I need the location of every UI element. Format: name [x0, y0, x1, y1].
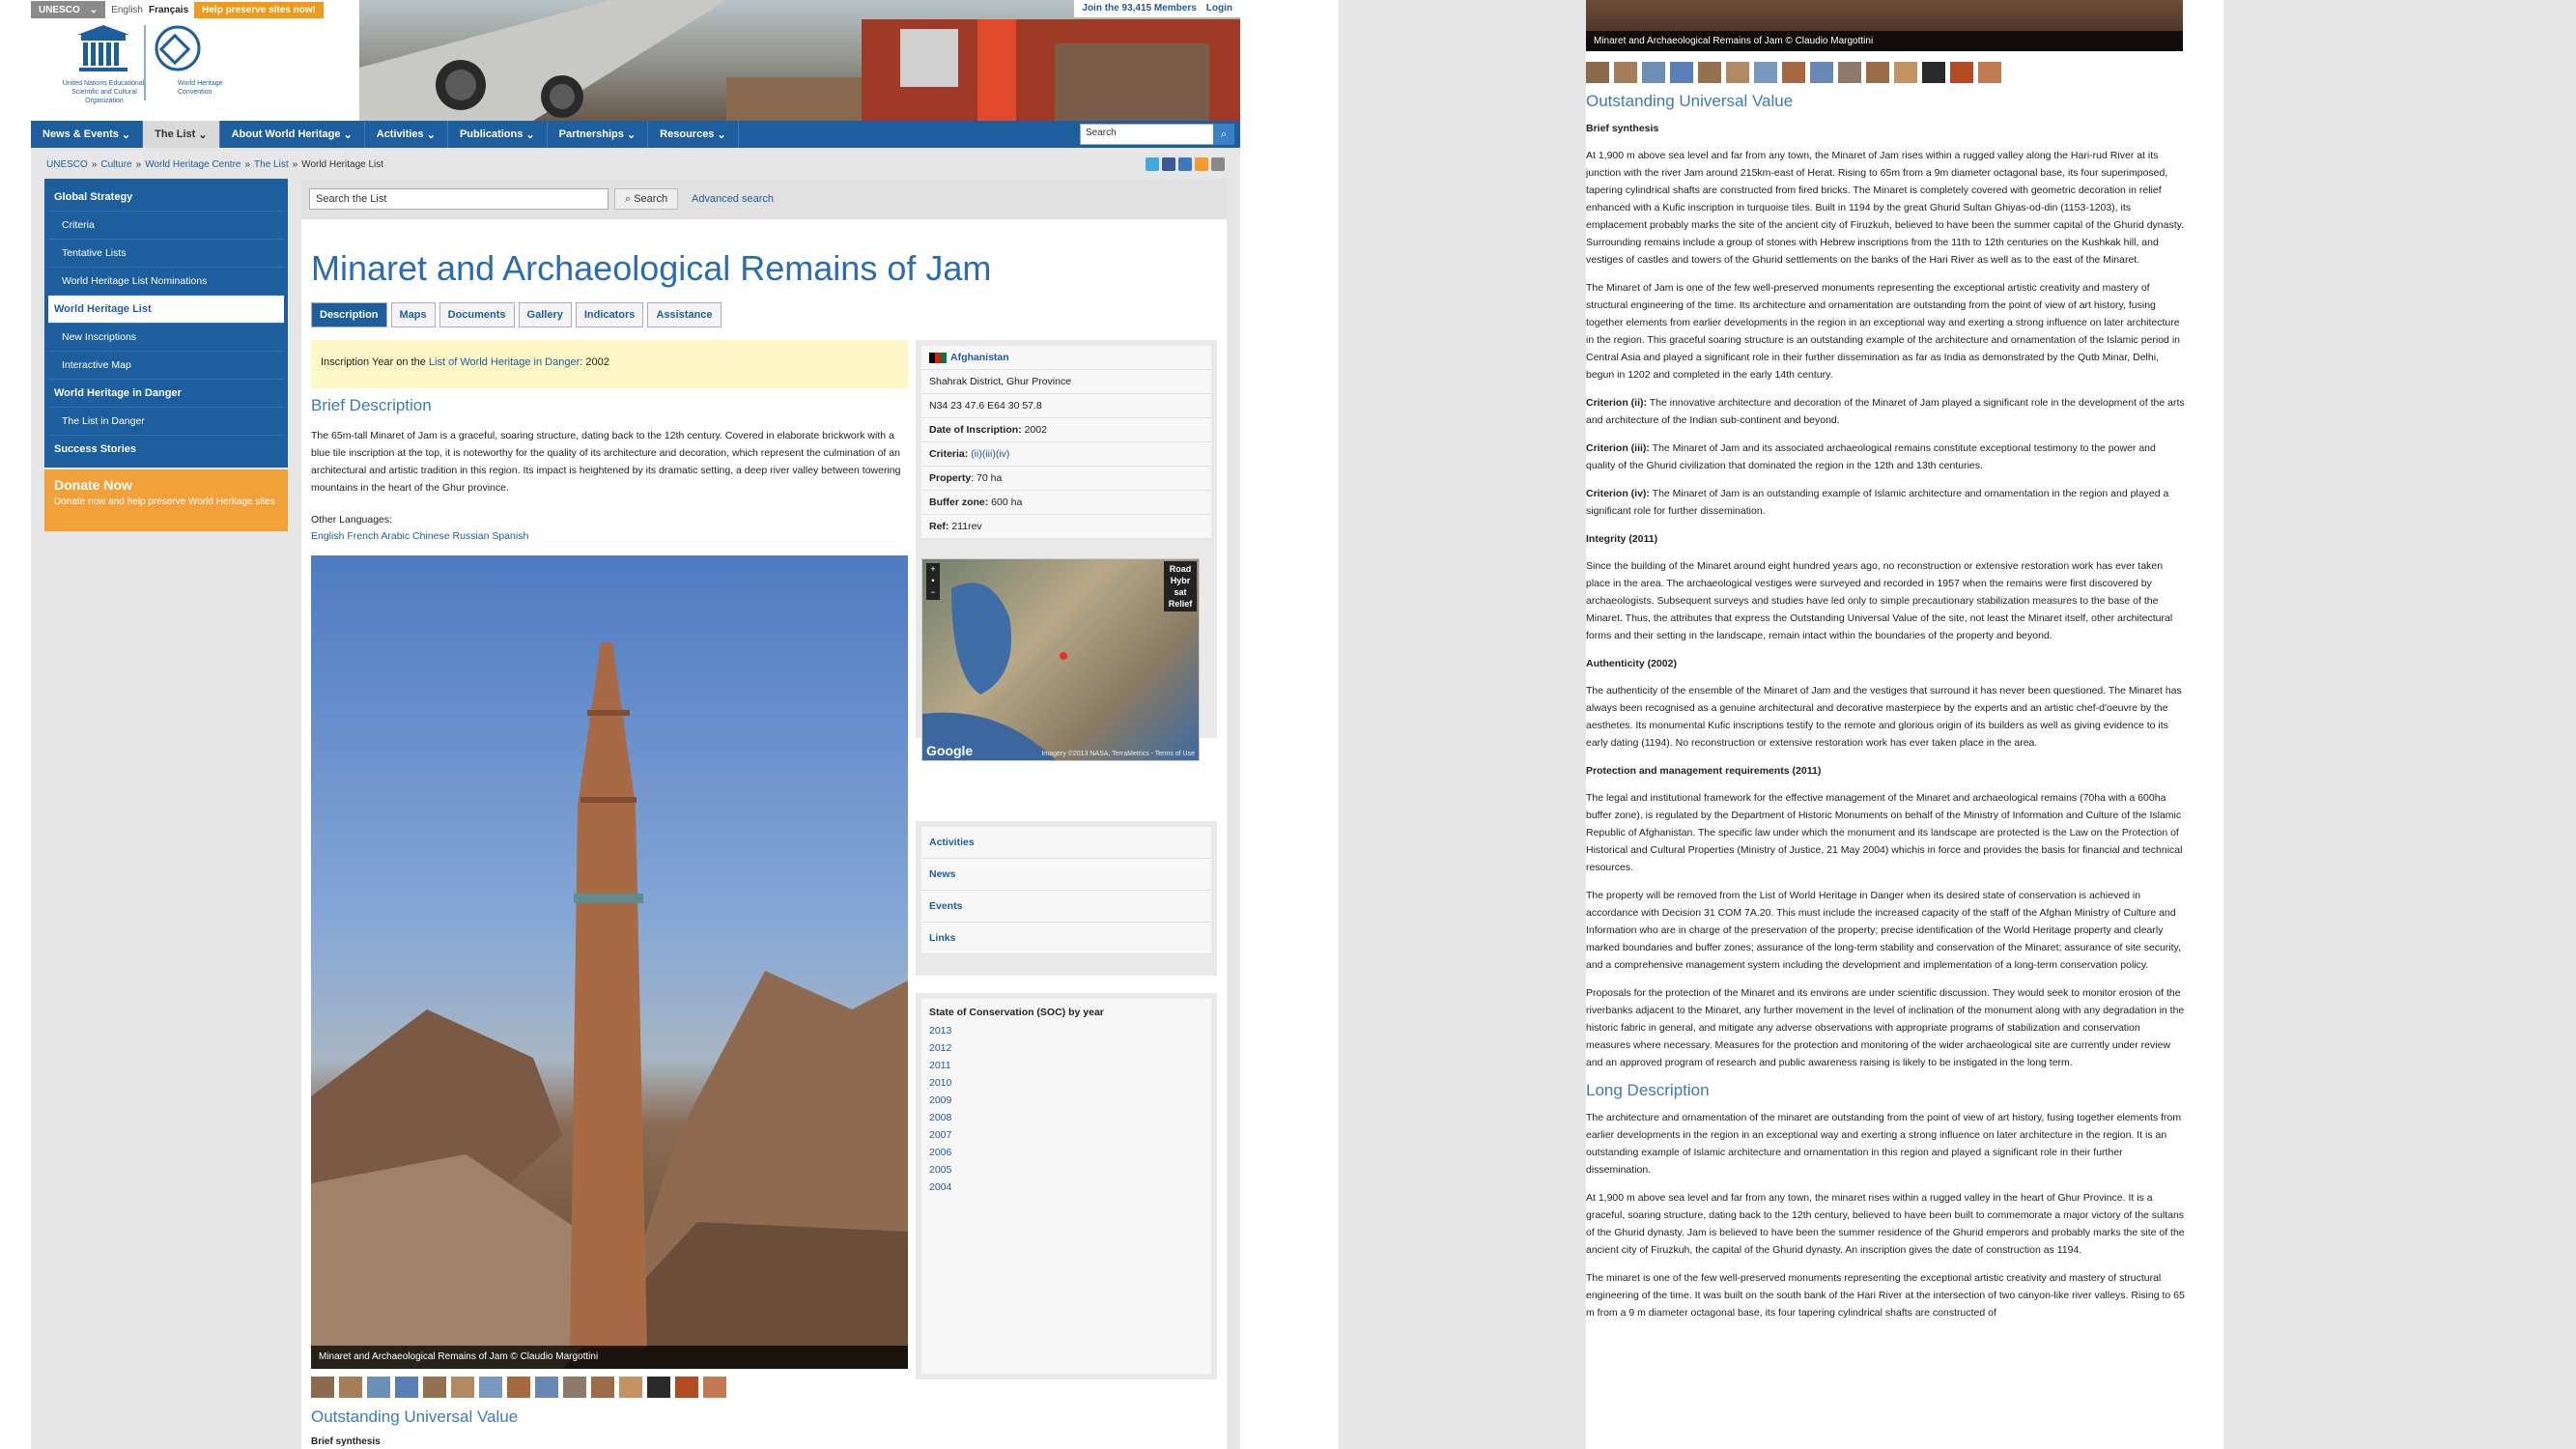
banner-aircraft-illustration [359, 0, 1240, 121]
top-bar [31, 0, 324, 19]
authenticity-heading: Authenticity (2002) [1586, 658, 1677, 669]
synthesis-paragraph: The Minaret of Jam is one of the few well-preserved monuments representing the exceptional artistic creativity and mastery of structural engineering of the time. Its architecture and ornamentation are outstanding from the point of view of art history, fusing together elements from earlier developments in the region in an exceptional way and exerting a strong influence on later architecture in the region. This graceful soaring structure is an outstanding example of the architecture and ornamentation of the Islamic period in Central Asia and played a significant role in their further dissemination as far as India as demonstrated by the Qutb Minar, Delhi, begun in 1202 and completed in the early 14th century. [1586, 282, 2180, 381]
banner-image [359, 0, 1240, 121]
thumbnail[interactable] [1670, 62, 1693, 83]
logo-org-text: United Nations Educational, Scientific and Cultural Organization [62, 80, 147, 104]
right-content [1586, 0, 2223, 1449]
list-search-bar [301, 179, 1227, 219]
thumbnail[interactable] [1698, 62, 1721, 83]
thumbnail[interactable] [1586, 62, 1609, 83]
unesco-logo[interactable] [39, 23, 251, 110]
country-row [921, 346, 1211, 370]
search-icon: ⌕ [625, 193, 635, 205]
site-info-list [921, 346, 1211, 539]
breadcrumb-sep: » [244, 159, 251, 170]
login-link[interactable]: Login [1205, 3, 1232, 14]
soc-year-link[interactable]: 2007 [929, 1129, 952, 1141]
banner [31, 0, 1240, 121]
breadcrumb-sep: » [292, 159, 298, 170]
thumbnail[interactable] [1782, 62, 1805, 83]
long-description-text: The minaret is one of the few well-preserved monuments representing the exceptional artistic creativity and mastery of structural engineering of the time. It was built on the south bank of the Hari River at the intersection of two canyon-like river valleys. Rising to 65 m from a 9 m diameter octagonal base, its four tapering cylindrical shafts are constructed of [1586, 1272, 2185, 1319]
criterion-label: Criterion (ii): [1586, 397, 1647, 409]
tab-documents[interactable]: Documents [439, 302, 515, 327]
soc-list [921, 999, 1211, 1374]
thumbnail[interactable] [507, 1377, 530, 1398]
rss-icon[interactable] [1195, 157, 1208, 171]
nav-the-list[interactable]: The List ⌄ [143, 121, 219, 148]
twitter-icon[interactable] [1146, 157, 1159, 171]
inscription-suffix: : 2002 [580, 356, 609, 368]
nav-label: Publications [459, 128, 524, 140]
nav-resources[interactable]: Resources ⌄ [648, 121, 739, 148]
breadcrumb-item[interactable]: World Heritage Centre [145, 159, 241, 170]
coordinates-row: N34 23 47.6 E64 30 57.8 [921, 394, 1211, 418]
nav-news-events[interactable]: News & Events ⌄ [31, 121, 143, 148]
tab-description[interactable]: Description [311, 302, 387, 327]
print-icon[interactable] [1211, 157, 1225, 171]
thumbnail[interactable] [703, 1377, 726, 1398]
criterion-ii [1586, 394, 2187, 429]
thumbnail[interactable] [1642, 62, 1665, 83]
facebook-icon[interactable] [1162, 157, 1175, 171]
nav-about[interactable]: About World Heritage ⌄ [220, 121, 365, 148]
breadcrumb-sep: » [91, 159, 98, 170]
criterion-iii [1586, 440, 2187, 474]
member-bar [1074, 0, 1240, 17]
thumbnail[interactable] [591, 1377, 614, 1398]
share-icon[interactable] [1178, 157, 1192, 171]
language-french[interactable]: Français [149, 4, 189, 15]
property-value: : 70 ha [971, 472, 1003, 484]
tab-indicators[interactable]: Indicators [576, 302, 644, 327]
thumbnail[interactable] [1838, 62, 1861, 83]
brief-description-text: The 65m-tall Minaret of Jam is a graceful, soaring structure, dating back to the 12th century. Covered in elaborate brickwork with a blue tile inscription at the top, it is noteworthy for the quality of its architecture and decoration, which represent the culmination of an architectural and artistic tradition in this region. Its impact is heightened by its dramatic setting, a deep river valley between towering mountains in the heart of the Ghur province. [311, 430, 901, 494]
ouv-heading: Outstanding Universal Value [311, 1407, 519, 1426]
breadcrumb-item[interactable]: Culture [100, 159, 132, 170]
news-link[interactable]: News [921, 859, 1211, 891]
thumbnail[interactable] [1866, 62, 1889, 83]
brief-description-heading: Brief Description [311, 396, 432, 414]
chevron-down-icon: ⌄ [89, 4, 99, 15]
nav-publications[interactable]: Publications ⌄ [448, 121, 548, 148]
thumbnail[interactable] [1614, 62, 1637, 83]
soc-year-link[interactable]: 2012 [929, 1042, 952, 1054]
photo-thumbnails-right [1586, 62, 2001, 83]
sidebar-item-in-danger[interactable]: World Heritage in Danger [48, 380, 284, 408]
buffer-zone-value: 600 ha [991, 497, 1023, 508]
sidebar-item-new-inscriptions[interactable]: New Inscriptions [48, 324, 284, 352]
long-description-text: At 1,900 m above sea level and far from any town, the minaret rises within a rugged valley in the heart of Ghur Province. It is a graceful, soaring structure, dating back to the 12th century, believed to have been built to commemorate a major victory of the sultans of the Ghurid dynasty. Jam is believed to have been the summer residence of the Ghurid emperors and probably marks the site of the ancient city of Firuzkuh, the capital of the Ghurid dynasty. An inscription gives the date of construction as 1194. [1586, 1192, 2185, 1256]
donate-box[interactable] [44, 469, 288, 531]
nav-label: Activities [376, 128, 424, 140]
soc-year-link[interactable]: 2009 [929, 1094, 952, 1106]
language-links[interactable]: English French Arabic Chinese Russian Spanish [311, 530, 529, 542]
soc-year-link[interactable]: 2008 [929, 1112, 952, 1123]
breadcrumb-sep: » [135, 159, 142, 170]
thumbnail[interactable] [1810, 62, 1833, 83]
soc-year-link[interactable]: 2006 [929, 1147, 952, 1158]
soc-year-link[interactable]: 2005 [929, 1164, 952, 1176]
buffer-zone-row [921, 491, 1211, 515]
inscription-prefix: Inscription Year on the [321, 356, 429, 368]
map-credit: Imagery ©2013 NASA, TerraMetrics - Terms of Use [1041, 751, 1195, 757]
tab-assistance[interactable]: Assistance [647, 302, 721, 327]
photo-thumbnails [311, 1377, 726, 1398]
nav-partnerships[interactable]: Partnerships ⌄ [548, 121, 649, 148]
nav-activities[interactable]: Activities ⌄ [365, 121, 448, 148]
integrity-text: Since the building of the Minaret around eight hundred years ago, no reconstruction or extensive restoration work has ever taken place in the area. The archaeological vestiges were surveyed and recorded in 1957 when the remains were first discovered by archaeologists. Subsequent surveys and studies have led only to simple precautionary stabilization measures to the base of the Minaret. Thus, the attributes that express the Outstanding Universal Value of the site, not least the Minaret itself, other architectural forms and their setting in the landscape, remain intact within the boundaries of the property and beyond. [1586, 560, 2173, 641]
synthesis-paragraph: At 1,900 m above sea level and far from any town, the Minaret of Jam rises within a rugged valley along the Hari-rud River at its junction with the river Jam around 215km-east of Herat. Rising to 65m from a 9m diameter octagonal base, its four superimposed, tapering cylindrical shafts are constructed from fired bricks. The Minaret is completely covered with geometric decoration in relief enhanced with a Kufic inscription in turquoise tiles. Built in 1194 by the great Ghurid Sultan Ghiyas-od-din (1153-1203), its emplacement probably marks the site of the ancient city of Firuzkuh, believed to have been the summer capital of the Ghurid dynasty. Surrounding remains include a group of stones with Hebrew inscriptions from the 11th to 12th centuries on the Kushkak hill, and vestiges of castles and towers of the Ghurid settlements on the banks of the Hari River as well as to the east of the Minaret. [1586, 150, 2185, 266]
soc-year-link[interactable]: 2011 [929, 1060, 951, 1071]
inscription-date-row [921, 418, 1211, 442]
thumbnail[interactable] [675, 1377, 698, 1398]
main-content [301, 179, 1227, 1449]
photo-caption: Minaret and Archaeological Remains of Jam © Claudio Margottini [311, 1346, 908, 1369]
brief-synthesis-heading-right: Brief synthesis [1586, 123, 1659, 134]
other-languages-label: Other Languages: [311, 514, 393, 526]
nav-label: News & Events [42, 128, 119, 140]
site-info-box [916, 340, 1217, 758]
language-english[interactable]: English [111, 4, 143, 15]
map-type-switcher[interactable] [1164, 561, 1197, 611]
photo-bottom[interactable] [1586, 0, 2183, 51]
property-row [921, 467, 1211, 491]
list-search-input[interactable]: Search the List [309, 188, 609, 210]
protection-text: Proposals for the protection of the Minaret and its environs are under scientific discussion. They would seek to monitor erosion of the riverbanks adjacent to the Minaret, any further movement in the level of inclination of the monument along with any degradation in the historic fabric in general, and mitigate any adverse observations with appropriate programs of stabilization and conservation measures where necessary. Measures for the protection and monitoring of the wider archaeological site are currently under review and an approved program of research and public awareness raising is likely to be instigated in the long term. [1586, 987, 2185, 1068]
breadcrumb [46, 159, 383, 170]
tabs [311, 302, 722, 327]
join-link[interactable]: Join the 93,415 Members [1082, 3, 1197, 14]
thumbnail[interactable] [535, 1377, 558, 1398]
nav-label: Resources [660, 128, 715, 140]
unesco-dropdown[interactable] [31, 1, 105, 18]
thumbnail[interactable] [311, 1377, 334, 1398]
inscription-date-value: 2002 [1024, 424, 1047, 436]
nav-label: The List [155, 128, 196, 140]
long-description-heading: Long Description [1586, 1081, 1710, 1099]
breadcrumb-item[interactable]: UNESCO [46, 159, 88, 170]
page-title: Minaret and Archaeological Remains of Jam [311, 248, 992, 288]
buffer-zone-label: Buffer zone: [929, 497, 989, 508]
ref-value: 211rev [951, 521, 982, 532]
district-row: Shahrak District, Ghur Province [921, 370, 1211, 394]
property-label: Property [929, 472, 972, 484]
list-search-button[interactable] [614, 188, 678, 210]
breadcrumb-item[interactable]: The List [254, 159, 289, 170]
thumbnail[interactable] [451, 1377, 474, 1398]
sidebar-item-success-stories[interactable]: Success Stories [54, 443, 136, 455]
links-link[interactable]: Links [921, 923, 1211, 954]
social-icons [1146, 157, 1225, 171]
thumbnail[interactable] [563, 1377, 586, 1398]
tab-maps[interactable]: Maps [391, 302, 436, 327]
sidebar-item-nominations[interactable]: World Heritage List Nominations [48, 268, 284, 296]
thumbnail[interactable] [1950, 62, 1973, 83]
integrity-heading: Integrity (2011) [1586, 533, 1658, 545]
donate-text: Donate now and help preserve World Heritage sites [54, 497, 275, 507]
search-icon[interactable]: ⌕ [1213, 124, 1234, 145]
thumbnail[interactable] [1754, 62, 1777, 83]
help-preserve-button[interactable]: Help preserve sites now! [194, 2, 324, 18]
thumbnail[interactable] [1922, 62, 1945, 83]
brief-synthesis-heading: Brief synthesis [311, 1436, 381, 1447]
site-search-input[interactable]: Search [1080, 124, 1234, 145]
activities-link[interactable]: Activities [921, 827, 1211, 859]
soc-title: State of Conservation (SOC) by year [929, 1007, 1104, 1018]
soc-year-link[interactable]: 2010 [929, 1077, 952, 1089]
nav-label: About World Heritage [231, 128, 341, 140]
main-nav [31, 121, 1240, 148]
tab-gallery[interactable]: Gallery [519, 302, 572, 327]
sidebar-item-global-strategy[interactable]: Global Strategy [48, 184, 284, 212]
thumbnail[interactable] [367, 1377, 390, 1398]
thumbnail[interactable] [479, 1377, 502, 1398]
country-link[interactable]: Afghanistan [950, 352, 1009, 363]
site-photo[interactable] [311, 555, 908, 1369]
unesco-label: UNESCO [39, 4, 80, 15]
website-right-scrolled [1339, 0, 2576, 1449]
google-logo: Google [926, 743, 974, 758]
criterion-label: Criterion (iii): [1586, 442, 1650, 454]
thumbnail[interactable] [423, 1377, 446, 1398]
sidebar-item-world-heritage-list[interactable]: World Heritage List [48, 296, 284, 324]
criterion-label: Criterion (iv): [1586, 488, 1650, 499]
ref-label: Ref: [929, 521, 949, 532]
thumbnail[interactable] [1726, 62, 1749, 83]
minaret-illustration [311, 555, 908, 1369]
advanced-search-link[interactable]: Advanced search [692, 193, 774, 205]
protection-text: The legal and institutional framework for the effective management of the Minaret and archaeological remains (70ha with a 600ha buffer zone), is regulated by the Department of Historic Monuments on behalf of the Ministry of Information and Culture of the Islamic Republic of Afghanistan. The specific law under which the monument and its landscape are protected is the Law on the Protection of Historical and Cultural Properties (Ministry of Justice, 21 May 2004) whichis in force and provides the basis for financial and technical resources. [1586, 792, 2183, 873]
thumbnail[interactable] [619, 1377, 642, 1398]
sidebar-item-interactive-map[interactable]: Interactive Map [48, 352, 284, 380]
criteria-row [921, 442, 1211, 467]
thumbnail[interactable] [339, 1377, 362, 1398]
long-description-text: The architecture and ornamentation of the minaret are outstanding from the point of view of art history, fusing together elements from earlier developments in the region in an exceptional way and exerting a strong influence on later architecture in the region. It is an outstanding example of Islamic architecture and ornamentation in this region and played a significant role in their further dissemination. [1586, 1112, 2182, 1176]
breadcrumb-current: World Heritage List [301, 159, 384, 170]
criterion-text: The Minaret of Jam is an outstanding example of Islamic architecture and ornamentation in the region and played a significant role for further dissemination. [1586, 488, 2169, 517]
events-link[interactable]: Events [921, 891, 1211, 923]
donate-title: Donate Now [54, 477, 132, 493]
nav-label: Partnerships [558, 128, 624, 140]
ouv-text [1586, 93, 2187, 1332]
sidebar-item-list-in-danger[interactable]: The List in Danger [48, 408, 284, 436]
afghanistan-flag-icon [929, 353, 947, 363]
soc-box [916, 993, 1217, 1379]
thumbnail[interactable] [1894, 62, 1917, 83]
thumbnail[interactable] [395, 1377, 418, 1398]
criterion-text: The Minaret of Jam and its associated archaeological remains constitute exceptional testimony to the power and quality of the Ghurid civilization that dominated the region in the 12th and 13th centuries. [1586, 442, 2156, 471]
criterion-text: The innovative architecture and decoration of the Minaret of Jam played a significant role in the development of the arts and architecture of the Indian sub-continent and beyond. [1586, 397, 2185, 426]
thumbnail[interactable] [647, 1377, 670, 1398]
criteria-link[interactable]: (ii)(iii)(iv) [971, 448, 1010, 460]
website-left [31, 0, 1240, 1449]
other-languages [311, 512, 528, 545]
ouv-heading-right: Outstanding Universal Value [1586, 92, 1794, 110]
logo-convention-text: World Heritage Convention [178, 80, 223, 96]
authenticity-text: The authenticity of the ensemble of the Minaret of Jam and the vestiges that surround it has never been questioned. The Minaret has always been recognised as a genuine architectural and decorative masterpiece by the experts and an artistic chef-d'oeuvre by the aesthetes. Its monumental Kufic inscriptions testify to the remote and glorious origin of its builders as well as giving evidence to its early dating (1194). No reconstruction or extensive restoration work has ever taken place in the area. [1586, 685, 2182, 749]
soc-year-link[interactable]: 2004 [929, 1181, 952, 1193]
map-type-relief[interactable]: Relief [1168, 599, 1193, 609]
protection-heading: Protection and management requirements (2011) [1586, 765, 1822, 777]
sidebar-item-tentative-lists[interactable]: Tentative Lists [48, 240, 284, 268]
sidebar-item-criteria[interactable]: Criteria [48, 212, 284, 240]
map-type-sat[interactable]: sat [1174, 587, 1187, 597]
protection-text: The property will be removed from the List of World Heritage in Danger when its desired state of conservation is achieved in accordance with Decision 31 COM 7A.20. This must include the increased capacity of the staff of the Afghan Ministry of Culture and Information who are in charge of the preservation of the property; precise identification of the World Heritage property and clearly marked boundaries and buffer zones; assurance of the long-term stability and conservation of the Minaret; assurance of site security, and a comprehensive management system including the development and implementation of a long-term conservation policy. [1586, 890, 2181, 971]
criterion-iv [1586, 485, 2187, 520]
inscription-notice [311, 340, 908, 388]
map-type-hybrid[interactable]: Hybr [1170, 576, 1191, 585]
photo-caption-right: Minaret and Archaeological Remains of Jam © Claudio Margottini [1586, 31, 2183, 51]
related-links-box [916, 821, 1217, 976]
map-type-road[interactable]: Road [1169, 564, 1192, 574]
sidebar [44, 179, 288, 468]
criteria-label: Criteria: [929, 448, 969, 460]
map-terrain [922, 559, 1200, 761]
danger-list-link[interactable]: List of World Heritage in Danger [428, 356, 580, 368]
zoom-controls[interactable]: + • − [926, 563, 940, 600]
ref-row [921, 515, 1211, 539]
list-search-button-label: Search [634, 193, 668, 205]
site-map[interactable] [921, 558, 1200, 761]
inscription-date-label: Date of Inscription: [929, 424, 1022, 436]
soc-year-link[interactable]: 2013 [929, 1025, 952, 1037]
thumbnail[interactable] [1978, 62, 2001, 83]
